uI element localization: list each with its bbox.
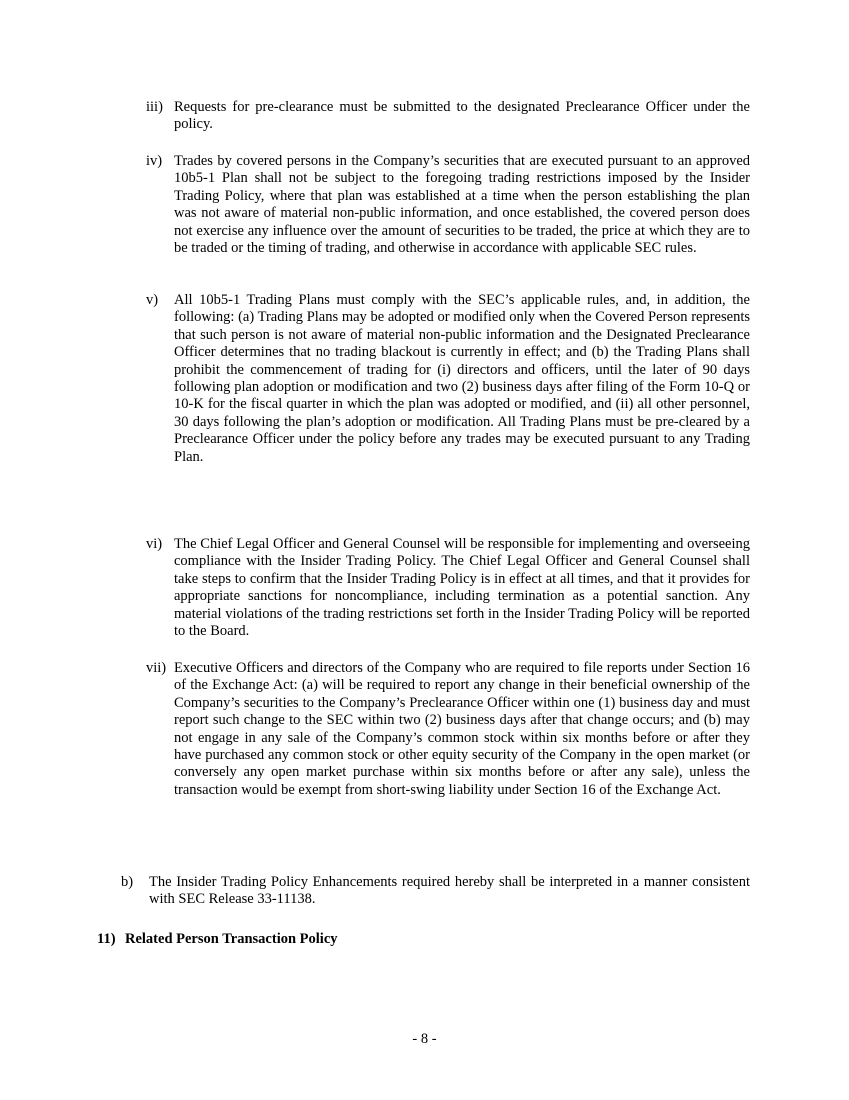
list-item-vi bbox=[146, 536, 750, 640]
list-item-number: vi) bbox=[146, 536, 163, 552]
list-item-text: All 10b5-1 Trading Plans must comply with the SEC’s applicable rules, and, in addition, the following: (a) Trading Plans may be adopted or modified only when the Covered Person represents that such person is not aware of material non-public information and the Designated Preclearance Officer determines that no trading blackout is currently in effect; and (b) the Trading Plans shall prohibit the commencement of trading for (i) directors and officers, until the later of 90 days following plan adoption or modification and two (2) business days after filing of the Form 10-Q or 10-K for the fiscal quarter in which the plan was adopted or modified, and (ii) all other personnel, 30 days following the plan’s adoption or modification. All Trading Plans must be pre-cleared by a Preclearance Officer under the policy before any trades may be executed pursuant to any Trading Plan. bbox=[174, 292, 750, 465]
list-item-iii bbox=[146, 99, 750, 134]
list-item-text: Executive Officers and directors of the Company who are required to file reports under Section 16 of the Exchange Act: (a) will be required to report any change in their beneficial ownership of the Company’s securities to the Company’s Preclearance Officer within one (1) business day and must report such change to the SEC within two (2) business days after that change occurs; and (b) may not engage in any sale of the Company’s common stock within six months before or after they have purchased any common stock or other equity security of the Company in the open market (or conversely any open market purchase within six months before or after any sale), unless the transaction would be exempt from short-swing liability under Section 16 of the Exchange Act. bbox=[174, 660, 750, 798]
list-item-b bbox=[121, 874, 750, 909]
list-item-number: iii) bbox=[146, 99, 163, 115]
list-item-iv bbox=[146, 153, 750, 257]
list-item-text: Trades by covered persons in the Company’s securities that are executed pursuant to an approved 10b5-1 Plan shall not be subject to the foregoing trading restrictions imposed by the Insider Trading Policy, where that plan was established at a time when the person establishing the plan was not aware of material non-public information, and once established, the covered person does not exercise any influence over the amount of securities to be traded, the price at which they are to be traded or the timing of trading, and otherwise in accordance with applicable SEC rules. bbox=[174, 153, 750, 257]
list-item-number: v) bbox=[146, 292, 159, 308]
list-item-vii bbox=[146, 660, 750, 799]
list-item-text: The Insider Trading Policy Enhancements required hereby shall be interpreted in a manner consistent with SEC Release 33-11138. bbox=[149, 874, 750, 908]
list-item-number: iv) bbox=[146, 153, 163, 169]
list-item-v bbox=[146, 292, 750, 466]
section-heading-text: Related Person Transaction Policy bbox=[125, 931, 338, 947]
section-heading bbox=[97, 931, 338, 948]
section-heading-number: 11) bbox=[97, 931, 116, 947]
list-item-text: The Chief Legal Officer and General Counsel will be responsible for implementing and overseeing compliance with the Insider Trading Policy. The Chief Legal Officer and General Counsel shall take steps to confirm that the Insider Trading Policy is in effect at all times, and that it provides for appropriate sanctions for noncompliance, including termination as a potential sanction. Any material violations of the trading restrictions set forth in the Insider Trading Policy will be reported to the Board. bbox=[174, 536, 750, 640]
list-item-number: vii) bbox=[146, 660, 167, 676]
page-number: - 8 - bbox=[412, 1031, 437, 1047]
list-item-number: b) bbox=[121, 874, 134, 890]
list-item-text: Requests for pre-clearance must be submitted to the designated Preclearance Officer under the policy. bbox=[174, 99, 750, 133]
